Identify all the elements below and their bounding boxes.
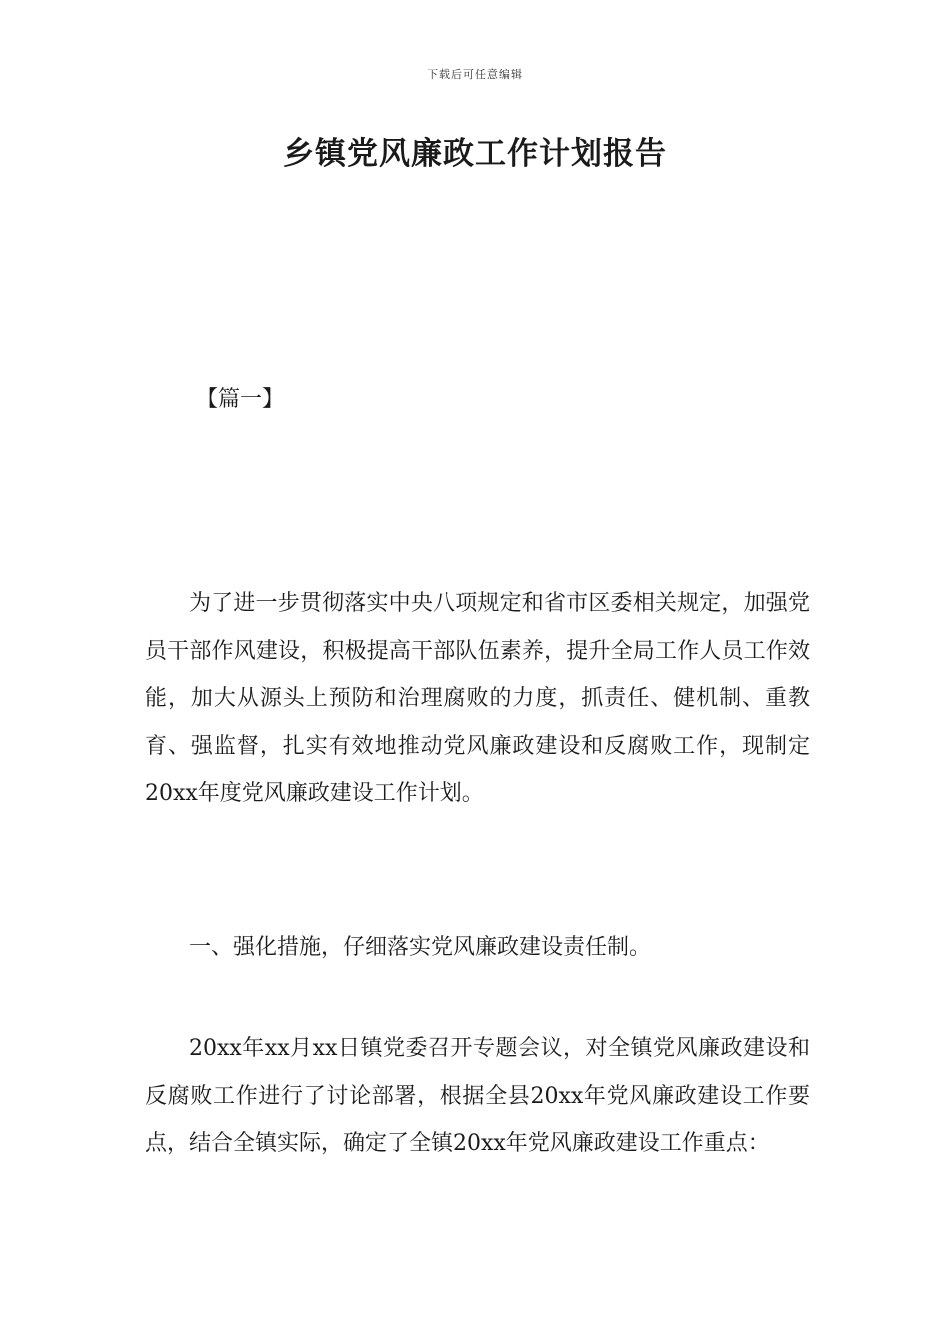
header-note: 下载后可任意编辑 bbox=[427, 68, 523, 81]
paragraph-heading-one: 一、强化措施，仔细落实党风廉政建设责任制。 bbox=[189, 935, 652, 960]
paragraph-intro: 为了进一步贯彻落实中央八项规定和省市区委相关规定，加强党员干部作风建设，积极提高干部队伍素养，提升全局工作人员工作效能，加大从源头上预防和治理腐败的力度，抓责任、健机制、重教育、强监督，扎实有效地推动党风廉政建设和反腐败工作，现制定20xx年度党风廉政建设工作计划。 bbox=[145, 591, 810, 807]
paragraph-meeting: 20xx年xx月xx日镇党委召开专题会议，对全镇党风廉政建设和反腐败工作进行了讨论部署，根据全县20xx年党风廉政建设工作要点，结合全镇实际，确定了全镇20xx年党风廉政建设工作重点： bbox=[145, 1036, 810, 1157]
section-label: 【篇一】 bbox=[196, 387, 285, 412]
document-title: 乡镇党风廉政工作计划报告 bbox=[283, 136, 667, 172]
